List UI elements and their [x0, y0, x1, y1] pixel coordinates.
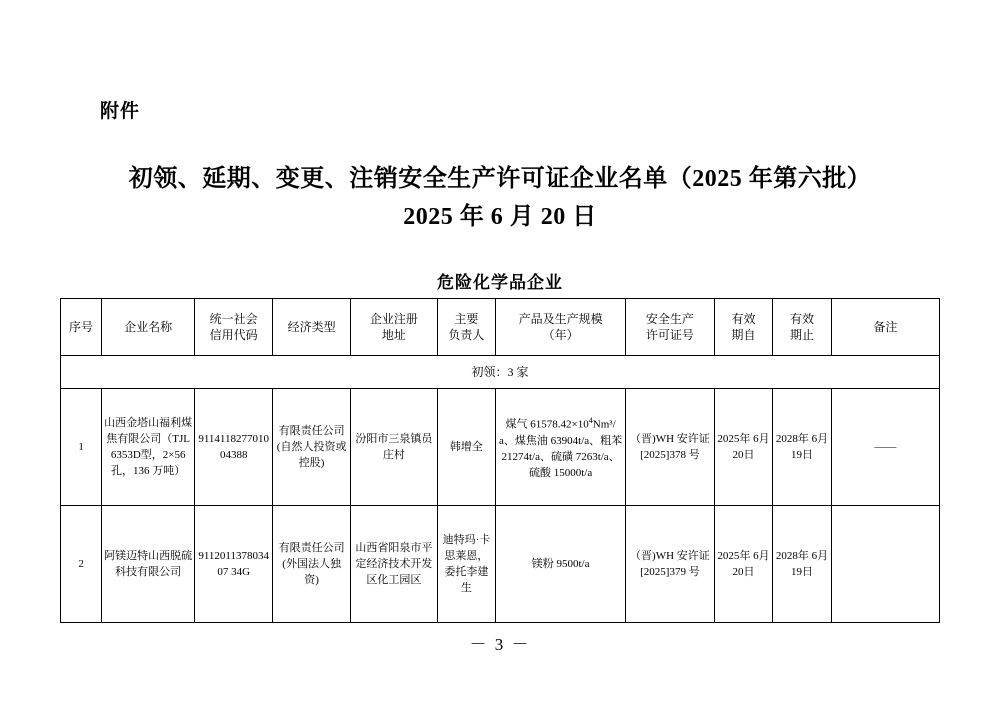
column-header-valid-from-line-2: 期自 [731, 328, 756, 342]
column-header-person-line-2: 负责人 [448, 328, 485, 342]
table-row [61, 389, 940, 506]
cell-econ: 有限责任公司(外国法人独资) [273, 506, 351, 623]
cell-product-part-1: 煤气 61578.42× [505, 418, 578, 431]
column-header-name: 企业名称 [102, 299, 195, 356]
column-header-product-line-1: 产品及生产规模 [518, 312, 603, 326]
cell-name: 山西金塔山福利煤焦有限公司（TJL6353D型，2×56 孔，136 万吨） [102, 389, 195, 506]
section-title: 危险化学品企业 [437, 273, 563, 292]
column-header-product [496, 299, 626, 356]
column-header-license-line-2: 许可证号 [645, 328, 694, 342]
table-row [61, 506, 940, 623]
column-header-addr-line-1: 企业注册 [369, 312, 418, 326]
group-label: 初领：3 家 [61, 356, 940, 389]
column-header-valid-from-line-1: 有效 [731, 312, 756, 326]
cell-product-part-2: Nm³/a、煤焦油 63904t/a、粗苯 21274t/a、硫磺 7263t/a、硫酸 15000t/a [499, 418, 623, 479]
column-header-addr [351, 299, 438, 356]
column-header-valid-from [714, 299, 772, 356]
cell-person: 迪特玛·卡思莱恩，委托李建生 [437, 506, 495, 623]
column-header-license [626, 299, 715, 356]
cell-credit: 911201137803407 34G [195, 506, 273, 623]
column-header-valid-to-line-1: 有效 [789, 312, 814, 326]
column-header-credit [195, 299, 273, 356]
column-header-person-line-1: 主要 [454, 312, 479, 326]
column-header-credit-line-2: 信用代码 [209, 328, 258, 342]
cell-product-exponent: 4 [588, 416, 593, 426]
cell-license-line-2: [2025]379 号 [640, 566, 700, 578]
column-header-person [437, 299, 495, 356]
column-header-sn: 序号 [61, 299, 102, 356]
column-header-valid-to-line-2: 期止 [789, 328, 814, 342]
cell-credit: 911411827701004388 [195, 389, 273, 506]
column-header-econ: 经济类型 [273, 299, 351, 356]
cell-license-line-1: （晋)WH 安许证 [630, 550, 710, 562]
column-header-product-line-2: （年） [542, 328, 579, 342]
cell-addr: 山西省阳泉市平定经济技术开发区化工园区 [351, 506, 438, 623]
column-header-remark: 备注 [831, 299, 939, 356]
cell-license-line-1: （晋)WH 安许证 [630, 433, 710, 445]
cell-product [496, 389, 626, 506]
cell-remark: —— [831, 389, 939, 506]
cell-valid-from: 2025年 6月 20日 [714, 506, 772, 623]
cell-valid-from: 2025年 6月 20日 [714, 389, 772, 506]
cell-license [626, 389, 715, 506]
cell-name: 阿镁迈特山西脱硫科技有限公司 [102, 506, 195, 623]
cell-econ: 有限责任公司(自然人投资或控股) [273, 389, 351, 506]
column-header-license-line-1: 安全生产 [645, 312, 694, 326]
table-group-row [61, 356, 940, 389]
cell-sn: 2 [61, 506, 102, 623]
enterprise-license-table [60, 298, 940, 623]
cell-person: 韩增全 [437, 389, 495, 506]
cell-license [626, 506, 715, 623]
page-title-line-2: 2025 年 6 月 20 日 [403, 204, 597, 230]
cell-remark [831, 506, 939, 623]
cell-addr: 汾阳市三泉镇员庄村 [351, 389, 438, 506]
attachment-label: 附件 [100, 101, 141, 122]
cell-product-base: 10 [577, 418, 589, 431]
cell-product: 镁粉 9500t/a [496, 506, 626, 623]
cell-license-line-2: [2025]378 号 [640, 449, 700, 461]
column-header-credit-line-1: 统一社会 [209, 312, 258, 326]
cell-valid-to: 2028年 6月 19日 [773, 389, 831, 506]
column-header-addr-line-2: 地址 [381, 328, 406, 342]
table-header-row [61, 299, 940, 356]
cell-sn: 1 [61, 389, 102, 506]
cell-valid-to: 2028年 6月 19日 [773, 506, 831, 623]
page-title [60, 160, 940, 236]
page-title-line-1: 初领、延期、变更、注销安全生产许可证企业名单（2025 年第六批） [128, 166, 872, 192]
table-header [61, 299, 940, 356]
column-header-valid-to [773, 299, 831, 356]
table-body [61, 356, 940, 623]
page-number: － 3 － [469, 635, 531, 654]
